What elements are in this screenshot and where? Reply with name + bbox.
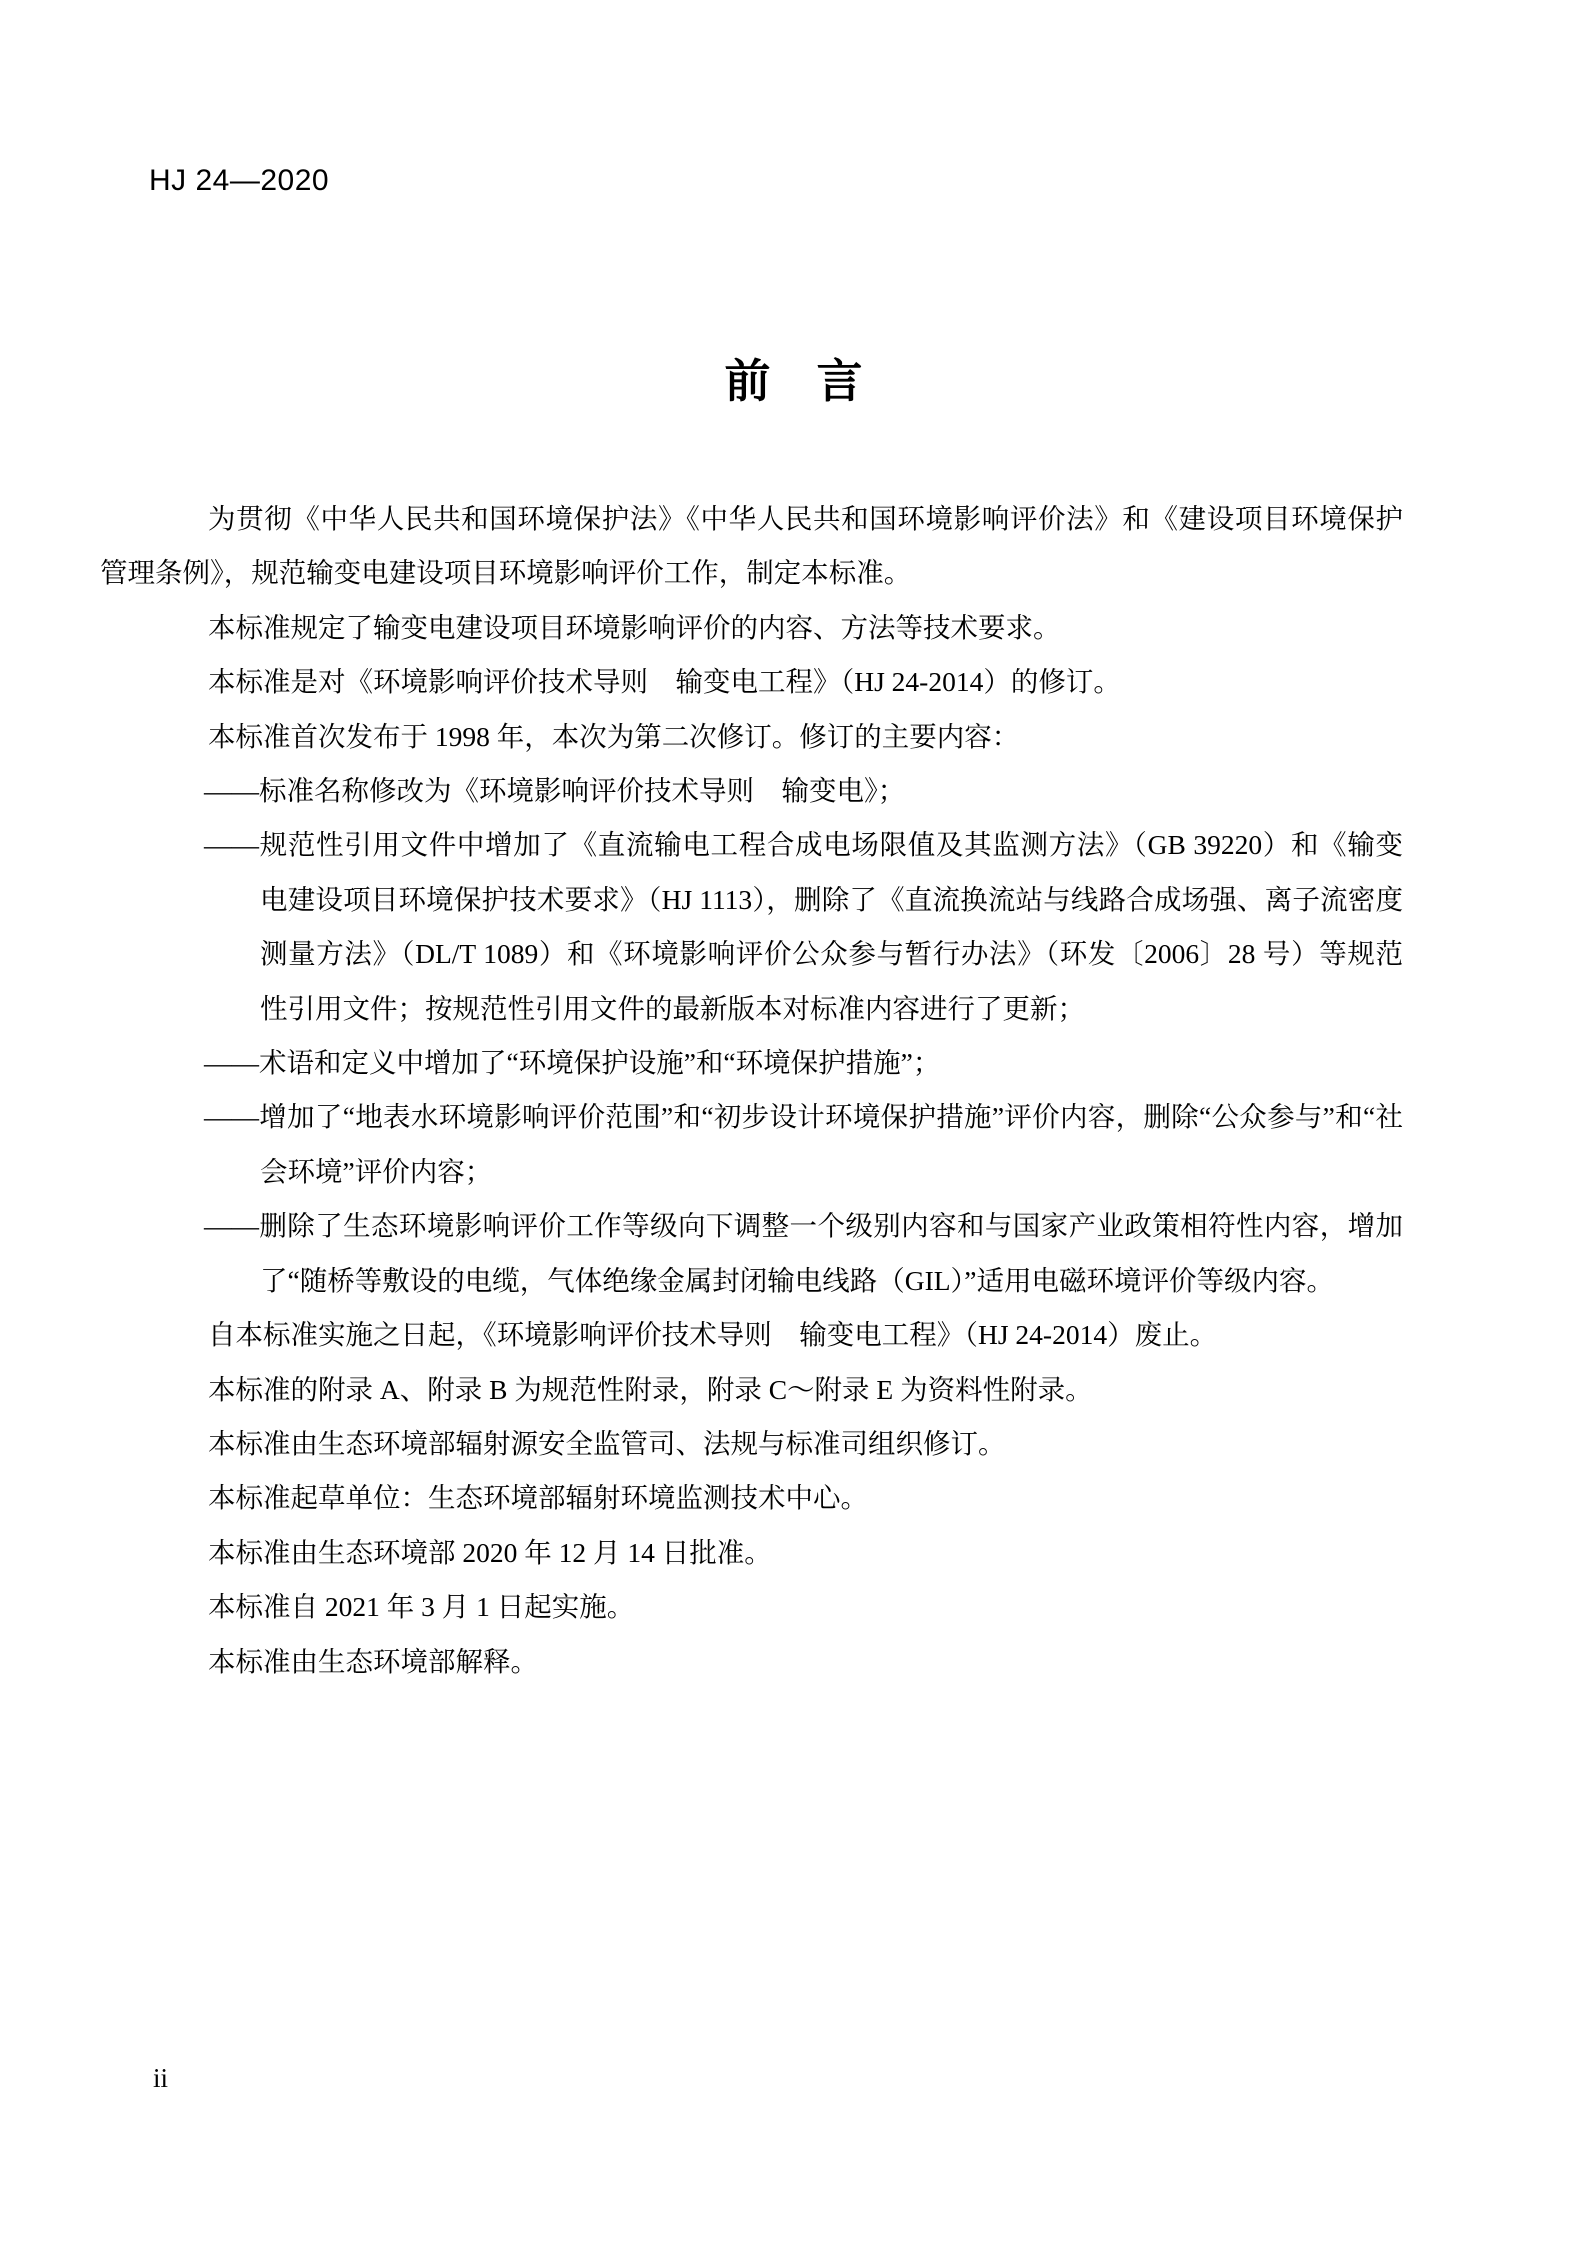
paragraph: 本标准由生态环境部解释。 xyxy=(208,1645,538,1677)
page-number: ii xyxy=(153,2063,169,2093)
revision-list-item: ——删除了生态环境影响评价工作等级向下调整一个级别内容和与国家产业政策相符性内容，增加了“随桥等敷设的电缆，气体绝缘金属封闭输电线路（GIL）”适用电磁环境评价等级内容。 xyxy=(204,1210,1403,1296)
paragraph: 本标准是对《环境影响评价技术导则 输变电工程》（HJ 24-2014）的修订。 xyxy=(208,666,1121,698)
paragraph: 为贯彻《中华人民共和国环境保护法》《中华人民共和国环境影响评价法》和《建设项目环境保护管理条例》，规范输变电建设项目环境影响评价工作，制定本标准。 xyxy=(100,503,1403,589)
paragraph: 本标准首次发布于 1998 年，本次为第二次修订。修订的主要内容： xyxy=(208,720,1020,752)
paragraph: 自本标准实施之日起，《环境影响评价技术导则 输变电工程》（HJ 24-2014）废止。 xyxy=(208,1319,1218,1351)
revision-list-item: ——增加了“地表水环境影响评价范围”和“初步设计环境保护措施”评价内容，删除“公众参与”和“社会环境”评价内容； xyxy=(204,1101,1403,1187)
paragraph: 本标准起草单位：生态环境部辐射环境监测技术中心。 xyxy=(208,1482,868,1514)
paragraph: 本标准由生态环境部 2020 年 12 月 14 日批准。 xyxy=(208,1536,772,1568)
paragraph: 本标准的附录 A、附录 B 为规范性附录，附录 C～附录 E 为资料性附录。 xyxy=(208,1373,1093,1405)
preface-body xyxy=(100,492,1403,1689)
page-title: 前 言 xyxy=(724,355,863,407)
standard-number: HJ 24—2020 xyxy=(149,164,330,197)
revision-list-item: ——术语和定义中增加了“环境保护设施”和“环境保护措施”； xyxy=(204,1047,941,1079)
paragraph: 本标准自 2021 年 3 月 1 日起实施。 xyxy=(208,1591,635,1623)
paragraph: 本标准由生态环境部辐射源安全监管司、法规与标准司组织修订。 xyxy=(208,1427,1006,1459)
revision-list-item: ——标准名称修改为《环境影响评价技术导则 输变电》； xyxy=(204,775,906,807)
revision-list-item: ——规范性引用文件中增加了《直流输电工程合成电场限值及其监测方法》（GB 39220）和《输变电建设项目环境保护技术要求》（HJ 1113），删除了《直流换流站与线路合成场强、离子流密度测量方法》（DL/T 1089）和《环境影响评价公众参与暂行办法》（环发〔2006〕28 号）等规范性引用文件；按规范性引用文件的最新版本对标准内容进行了更新； xyxy=(204,829,1403,1024)
paragraph: 本标准规定了输变电建设项目环境影响评价的内容、方法等技术要求。 xyxy=(208,611,1061,643)
